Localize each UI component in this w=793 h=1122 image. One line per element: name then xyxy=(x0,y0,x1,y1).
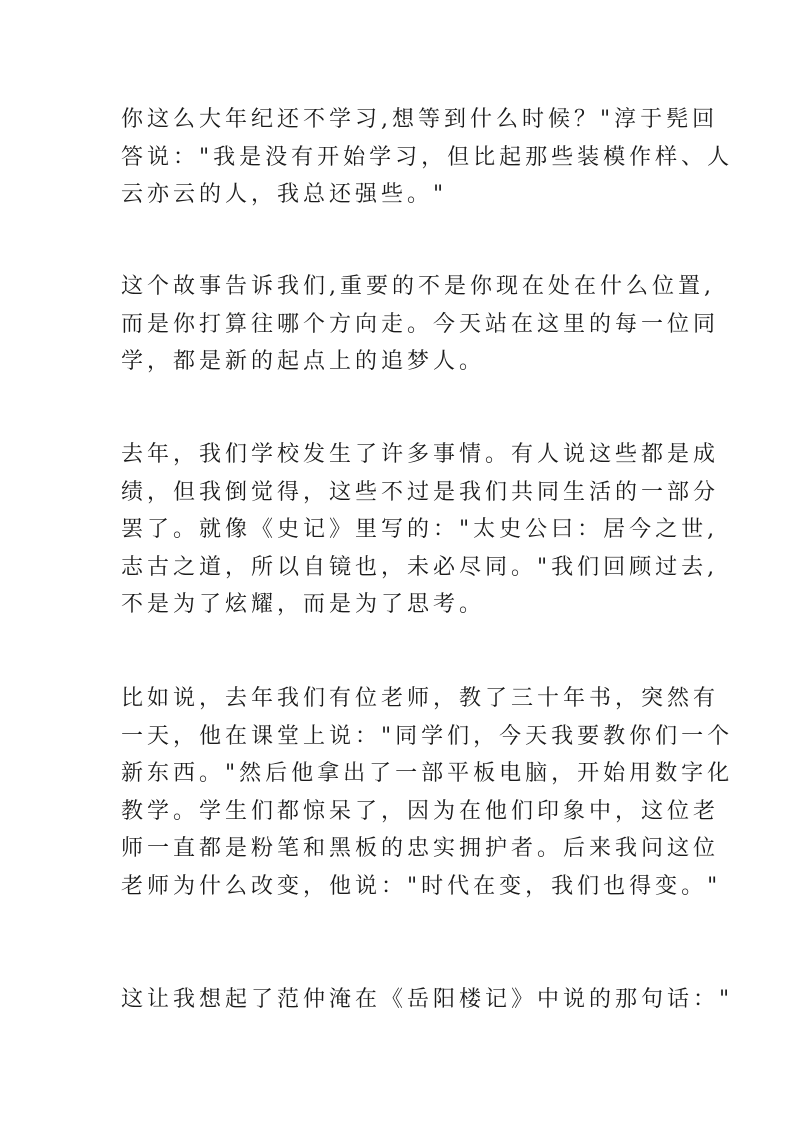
paragraph-line: 答说："我是没有开始学习，但比起那些装模作样、人 xyxy=(121,144,734,170)
paragraph-line: 师一直都是粉笔和黑板的忠实拥护者。后来我问这位 xyxy=(121,836,720,861)
paragraph-2 xyxy=(121,268,720,381)
paragraph-line: 不是为了炫耀，而是为了思考。 xyxy=(121,592,486,617)
paragraph-line: 你这么大年纪还不学习,想等到什么时候？"淳于髡回 xyxy=(121,107,719,132)
paragraph-line: 绩，但我倒觉得，这些不过是我们共同生活的一部分 xyxy=(121,479,720,505)
paragraph-line: 新东西。"然后他拿出了一部平板电脑，开始用数字化 xyxy=(121,761,734,786)
paragraph-1 xyxy=(121,101,734,214)
paragraph-line: 老师为什么改变，他说："时代在变，我们也得变。" xyxy=(121,873,722,899)
paragraph-line: 这让我想起了范仲淹在《岳阳楼记》中说的那句话：" xyxy=(121,987,734,1012)
paragraph-line: 云亦云的人，我总还强些。" xyxy=(121,182,448,207)
paragraph-line: 比如说，去年我们有位老师，教了三十年书，突然有 xyxy=(121,686,720,711)
paragraph-3 xyxy=(121,436,720,624)
paragraph-line: 教学。学生们都惊呆了，因为在他们印象中，这位老 xyxy=(121,798,720,824)
paragraph-4 xyxy=(121,680,734,905)
paragraph-line: 一天，他在课堂上说："同学们，今天我要教你们一个 xyxy=(121,723,734,749)
paragraph-5 xyxy=(121,981,734,1019)
paragraph-line: 去年，我们学校发生了许多事情。有人说这些都是成 xyxy=(121,442,720,467)
paragraph-line: 罢了。就像《史记》里写的："太史公曰：居今之世, xyxy=(121,517,719,542)
paragraph-line: 而是你打算往哪个方向走。今天站在这里的每一位同 xyxy=(121,311,720,337)
paragraph-line: 这个故事告诉我们,重要的不是你现在处在什么位置, xyxy=(121,274,715,299)
paragraph-line: 学，都是新的起点上的追梦人。 xyxy=(121,349,486,374)
paragraph-line: 志古之道，所以自镜也，未必尽同。"我们回顾过去, xyxy=(121,554,719,580)
